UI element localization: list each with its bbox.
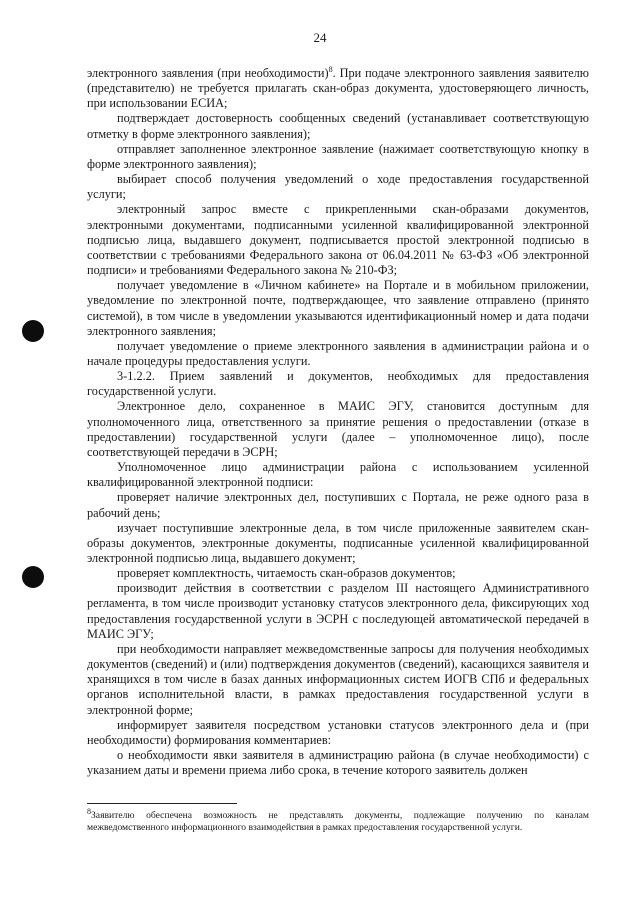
paragraph: проверяет наличие электронных дел, поступивших с Портала, не реже одного раза в рабочий день; — [87, 490, 589, 520]
binder-hole-top — [22, 320, 44, 342]
paragraph: подтверждает достоверность сообщенных сведений (устанавливает соответствующую отметку в форме электронного заявления); — [87, 111, 589, 141]
paragraph: Электронное дело, сохраненное в МАИС ЭГУ, становится доступным для уполномоченного лица, ответственного за принятие решения о предоставлении (отказе в предоставлении) государственной услуги (далее – уполномоченное лицо), после соответствующей передачи в ЭСРН; — [87, 399, 589, 459]
paragraph: электронный запрос вместе с прикрепленными скан-образами документов, электронными документами, подписанными усиленной квалифицированной электронной подписью лица, выдавшего документ, подписывается простой электронной подписью в соответствии с требованиями Федерального закона от 06.04.2011 № 63-ФЗ «Об электронной подписи» и требованиями Федерального закона № 210-ФЗ; — [87, 202, 589, 278]
paragraph-text-tail: . При подаче электронного заявления — [332, 66, 531, 80]
paragraph: изучает поступившие электронные дела, в том числе приложенные заявителем скан-образы документов, электронные документы, подписанные усиленной квалифицированной электронной подписью лица, выдавшего документ; — [87, 520, 589, 565]
page-number: 24 — [313, 30, 327, 45]
paragraph: выбирает способ получения уведомлений о ходе предоставления государственной услуги; — [87, 172, 589, 202]
paragraph-text: электронного заявления (при необходимости) — [87, 66, 329, 80]
footnote-divider — [87, 803, 237, 804]
footnote-marker: 8 — [87, 806, 91, 816]
document-body — [87, 66, 589, 778]
paragraph: информирует заявителя посредством установки статусов электронного дела и (при необходимости) формирования комментариев: — [87, 717, 589, 747]
paragraph: производит действия в соответствии с разделом III настоящего Административного регламента, в том числе производит установку статусов электронного дела, фиксирующих ход предоставления государственной услуги в ЭСРН с последующей автоматической передачей в МАИС ЭГУ; — [87, 581, 589, 641]
paragraph: проверяет комплектность, читаемость скан-образов документов; — [117, 566, 456, 581]
paragraph: отправляет заполненное электронное заявление (нажимает соответствующую кнопку в форме электронного заявления); — [87, 141, 589, 171]
paragraph: получает уведомление о приеме электронного заявления в администрации района и о начале процедуры предоставления услуги. — [87, 338, 589, 368]
paragraph: о необходимости явки заявителя в администрацию района (в случае необходимости) с указанием даты и времени приема либо срока, в течение которого заявитель должен — [87, 748, 589, 778]
footnote-ref: 8 — [328, 64, 333, 74]
paragraph: получает уведомление в «Личном кабинете» на Портале и в мобильном приложении, уведомление по электронной почте, подтверждающее, что заявление отправлено (принято системой), в том числе в уведомлении указываются идентификационный номер и дата подачи электронного заявления; — [87, 278, 589, 338]
paragraph: Уполномоченное лицо администрации района с использованием усиленной квалифицированной электронной подписи: — [87, 460, 589, 490]
binder-hole-bottom — [22, 566, 44, 588]
paragraph-text: заявителю (представителю) не требуется прилагать скан-образ документа, удостоверяющего личность, при использовании ЕСИА; — [87, 66, 589, 111]
paragraph — [87, 66, 589, 111]
footnote-text: Заявителю обеспечена возможность не представлять документы, подлежащие получению по каналам межведомственного информационного взаимодействия в рамках предоставления государственной услуги. — [87, 810, 589, 833]
section-heading: 3-1.2.2. Прием заявлений и документов, необходимых для предоставления государственной услуги. — [87, 369, 589, 399]
paragraph: при необходимости направляет межведомственные запросы для получения необходимых документов (сведений) и (или) подтверждения документов (сведений), касающихся заявителя и хранящихся в том числе в базах данных информационных систем ИОГВ СПб и федеральных органов исполнительной власти, в рамках предоставления государственной услуги в электронной форме; — [87, 641, 589, 717]
footnote — [87, 806, 589, 834]
